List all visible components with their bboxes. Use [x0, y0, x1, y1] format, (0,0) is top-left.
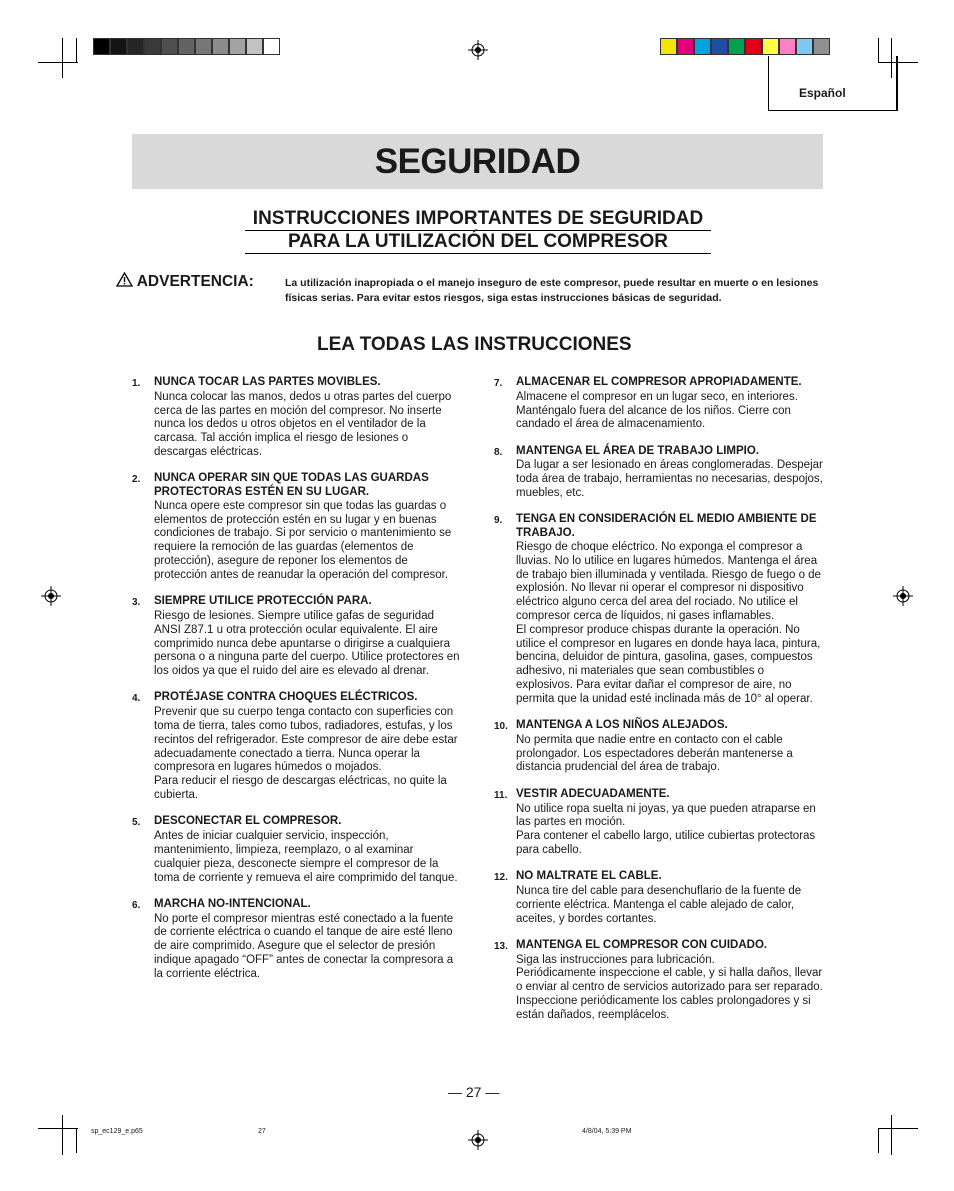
instruction-title: VESTIR ADECUADAMENTE.	[516, 787, 670, 800]
language-tab	[768, 56, 898, 111]
instruction-number: 1.	[132, 378, 141, 389]
page-title: SEGURIDAD	[374, 142, 581, 181]
instruction-number: 9.	[494, 515, 503, 527]
instruction-item	[132, 595, 462, 679]
instruction-number: 2.	[132, 474, 141, 486]
instruction-body	[516, 734, 824, 775]
instruction-body	[154, 500, 462, 583]
instruction-title: MANTENGA A LOS NIÑOS ALEJADOS.	[516, 719, 728, 732]
registration-mark-icon	[893, 586, 913, 606]
instruction-paragraph: Antes de iniciar cualquier servicio, inspección, mantenimiento, limpieza, reemplazo, o al examinar cualquier pieza, desconecte siempre el compresor de la toma de corriente y remueva el aire comprimido del tanque.	[154, 830, 458, 884]
footer-filename: sp_ec129_e.p65	[91, 1128, 143, 1135]
color-swatch	[144, 38, 161, 55]
instruction-title: MARCHA NO-INTENCIONAL.	[154, 897, 311, 910]
instruction-number: 8.	[494, 446, 503, 458]
instruction-title: SIEMPRE UTILICE PROTECCIÓN PARA.	[154, 595, 372, 608]
read-all-heading: LEA TODAS LAS INSTRUCCIONES	[317, 334, 632, 355]
warning-label: ADVERTENCIA:	[136, 273, 254, 290]
instruction-body	[154, 706, 462, 803]
instruction-body	[516, 885, 824, 926]
instruction-heading	[494, 719, 824, 734]
instruction-paragraph: Riesgo de choque eléctrico. No exponga el compresor a lluvias. No lo utilice en lugares húmedos. Mantenga el área de trabajo bien illuminada y ventilada. Riesgo de fuego o de explosión. No llevar ni operar el compresor ni dispositivo eléctrico alguno cerca del area del rociado. No utilice el compresor cerca de líquidos, ni gases inflamables.	[516, 540, 821, 622]
instruction-title: NUNCA TOCAR LAS PARTES MOVIBLES.	[154, 376, 381, 388]
registration-mark-icon	[41, 586, 61, 606]
instruction-number: 11.	[494, 789, 508, 801]
subheading-line-2: PARA LA UTILIZACIÓN DEL COMPRESOR	[245, 231, 711, 254]
instruction-number: 3.	[132, 597, 141, 609]
instruction-heading	[132, 595, 462, 610]
instruction-heading	[494, 870, 824, 885]
left-column	[132, 376, 462, 994]
instruction-title: NO MALTRATE EL CABLE.	[516, 870, 662, 883]
instruction-item	[494, 719, 824, 775]
instruction-item	[494, 870, 824, 926]
instruction-title: ALMACENAR EL COMPRESOR APROPIADAMENTE.	[516, 376, 802, 388]
language-label: Español	[799, 86, 846, 100]
instruction-heading	[132, 376, 462, 391]
instruction-heading	[132, 691, 462, 706]
footer-date: 4/8/04, 5:39 PM	[582, 1128, 632, 1135]
instruction-heading	[494, 513, 824, 541]
color-swatch	[195, 38, 212, 55]
color-swatch	[127, 38, 144, 55]
instruction-heading	[494, 445, 824, 460]
instruction-number: 12.	[494, 872, 508, 884]
instruction-body	[516, 541, 824, 707]
instruction-heading	[494, 939, 824, 954]
instruction-title: DESCONECTAR EL COMPRESOR.	[154, 815, 342, 828]
instruction-title: NUNCA OPERAR SIN QUE TODAS LAS GUARDAS PROTECTORAS ESTÉN EN SU LUGAR.	[154, 472, 429, 499]
instruction-number: 10.	[494, 721, 508, 733]
instruction-item	[132, 815, 462, 885]
color-swatch	[161, 38, 178, 55]
instruction-title: MANTENGA EL COMPRESOR CON CUIDADO.	[516, 938, 768, 951]
color-swatch	[246, 38, 263, 55]
instruction-number: 7.	[494, 378, 503, 389]
color-swatch	[745, 38, 762, 55]
color-swatch	[728, 38, 745, 55]
instruction-paragraph: Prevenir que su cuerpo tenga contacto con superficies con toma de tierra, tales como tubos, radiadores, estufas, y los recintos del refrigerador. Este compresor de aire debe estar adecuadamente conectado a tierra. Nunca operar la compresora en lugares húmedos o mojados.	[154, 706, 458, 774]
instruction-heading	[494, 376, 824, 391]
instruction-item	[494, 788, 824, 858]
color-swatch	[694, 38, 711, 55]
warning-heading	[116, 272, 254, 291]
instruction-paragraph: No porte el compresor mientras esté conectado a la fuente de corriente eléctrica o cuando el tanque de aire esté lleno de aire comprimido. Asegure que el selector de presión indique apagado “OFF” antes de conectar la compresora a la corriente eléctrica.	[154, 912, 454, 980]
instruction-heading	[132, 898, 462, 913]
page-number: — 27 —	[448, 1084, 500, 1100]
instruction-title: MANTENGA EL ÁREA DE TRABAJO LIMPIO.	[516, 444, 759, 457]
instruction-body	[516, 391, 824, 432]
footer-page: 27	[258, 1128, 266, 1135]
registration-mark-icon	[468, 1130, 488, 1150]
instruction-number: 5.	[132, 817, 141, 829]
instruction-paragraph: Para contener el cabello largo, utilice cubiertas protectoras para cabello.	[516, 830, 816, 856]
instruction-body	[516, 954, 824, 1023]
color-swatch	[263, 38, 280, 55]
instruction-item	[132, 376, 462, 460]
instruction-body	[154, 830, 462, 885]
instruction-heading	[494, 788, 824, 803]
instruction-item	[494, 445, 824, 501]
instruction-body	[516, 803, 824, 858]
instruction-paragraph: Almacene el compresor en un lugar seco, en interiores. Manténgalo fuera del alcance de los niños. Cierre con candado el área de almacenamiento.	[516, 390, 798, 431]
instruction-item	[132, 472, 462, 582]
instruction-title: TENGA EN CONSIDERACIÓN EL MEDIO AMBIENTE DE TRABAJO.	[516, 513, 817, 540]
right-column	[494, 376, 824, 1035]
instruction-paragraph: Da lugar a ser lesionado en áreas conglomeradas. Despejar toda área de trabajo, herramientas no necesarias, despojos, muebles, etc.	[516, 459, 823, 500]
color-swatch	[796, 38, 813, 55]
color-swatch	[110, 38, 127, 55]
color-swatch	[779, 38, 796, 55]
subheading	[245, 208, 711, 254]
color-swatch	[711, 38, 728, 55]
instruction-number: 13.	[494, 940, 508, 952]
color-swatch	[677, 38, 694, 55]
instruction-paragraph: Nunca colocar las manos, dedos u otras partes del cuerpo cerca de las partes en moción del compresor. No inserte nunca los dedos u otros objetos en el ventilador de la carcasa. Tal acción implica el riesgo de lesiones o descargas eléctricas.	[154, 390, 452, 458]
instruction-item	[494, 376, 824, 432]
instruction-item	[494, 513, 824, 706]
instruction-heading	[132, 472, 462, 500]
color-swatch	[93, 38, 110, 55]
instruction-body	[154, 610, 462, 679]
color-swatch	[762, 38, 779, 55]
instruction-paragraph: Nunca opere este compresor sin que todas las guardas o elementos de protección estén en su lugar y en buenas condiciones de trabajo. Si por servicio o mantenimiento se requiere la remoción de las guardas (elementos de protección), asegure de reponer los elementos de protección antes de reanudar la operación del compresor.	[154, 499, 452, 581]
instruction-paragraph: Nunca tire del cable para desenchuflario de la fuente de corriente eléctrica. Mantenga el cable alejado de calor, aceites, y bordes cortantes.	[516, 885, 802, 925]
instruction-item	[132, 898, 462, 982]
instruction-number: 4.	[132, 693, 141, 705]
instruction-paragraph: Periódicamente inspeccione el cable, y si halla daños, llevar o enviar al centro de servicios autorizado para ser reparado. Inspeccione periódicamente los cables prolongadores y si están dañados, reemplácelos.	[516, 967, 823, 1021]
instruction-heading	[132, 815, 462, 830]
instruction-number: 6.	[132, 899, 141, 911]
registration-mark-icon	[468, 40, 488, 60]
color-swatch	[660, 38, 677, 55]
color-swatch	[229, 38, 246, 55]
instruction-paragraph: No utilice ropa suelta ni joyas, ya que pueden atraparse en las partes en moción.	[516, 802, 816, 829]
instruction-item	[132, 691, 462, 802]
instruction-body	[516, 459, 824, 500]
title-banner	[132, 134, 823, 189]
color-swatch	[813, 38, 830, 55]
instruction-paragraph: Riesgo de lesiones. Siempre utilice gafas de seguridad ANSI Z87.1 u otra protección ocular equivalente. El aire comprimido nunca debe apuntarse o dirigirse a cualquiera persona o a ninguna parte del cuerpo. Utilice protectores en los oidos ya que el ruido del aire es elevado al drenar.	[154, 609, 460, 678]
instruction-body	[154, 913, 462, 982]
instruction-item	[494, 939, 824, 1023]
gray-calibration-bar	[93, 38, 280, 55]
color-swatch	[178, 38, 195, 55]
instruction-body	[154, 391, 462, 460]
instruction-paragraph: Siga las instrucciones para lubricación.	[516, 953, 715, 966]
color-calibration-bar	[660, 38, 830, 55]
instruction-paragraph: No permita que nadie entre en contacto con el cable prolongador. Los espectadores deberán mantenerse a distancia prudencial del área de trabajo.	[516, 733, 793, 774]
color-swatch	[212, 38, 229, 55]
warning-text: La utilización inapropiada o el manejo inseguro de este compresor, puede resultar en muerte o en lesiones físicas serias. Para evitar estos riesgos, siga estas instrucciones básicas de seguridad.	[285, 277, 819, 304]
instruction-title: PROTÉJASE CONTRA CHOQUES ELÉCTRICOS.	[154, 691, 418, 704]
instruction-paragraph: El compresor produce chispas durante la operación. No utilice el compresor en lugares en donde haya laca, pintura, bencina, deluidor de pintura, gasolina, gases, compuestos adhesivo, ni materiales que sean combustibles o explosivos. Para evitar dañar el compresor de aire, no permita que la unidad esté inclinada más de 10° al operar.	[516, 623, 821, 705]
instruction-paragraph: Para reducir el riesgo de descargas eléctricas, no quite la cubierta.	[154, 775, 447, 802]
warning-triangle-icon	[116, 272, 133, 287]
subheading-line-1: INSTRUCCIONES IMPORTANTES DE SEGURIDAD	[245, 208, 711, 231]
